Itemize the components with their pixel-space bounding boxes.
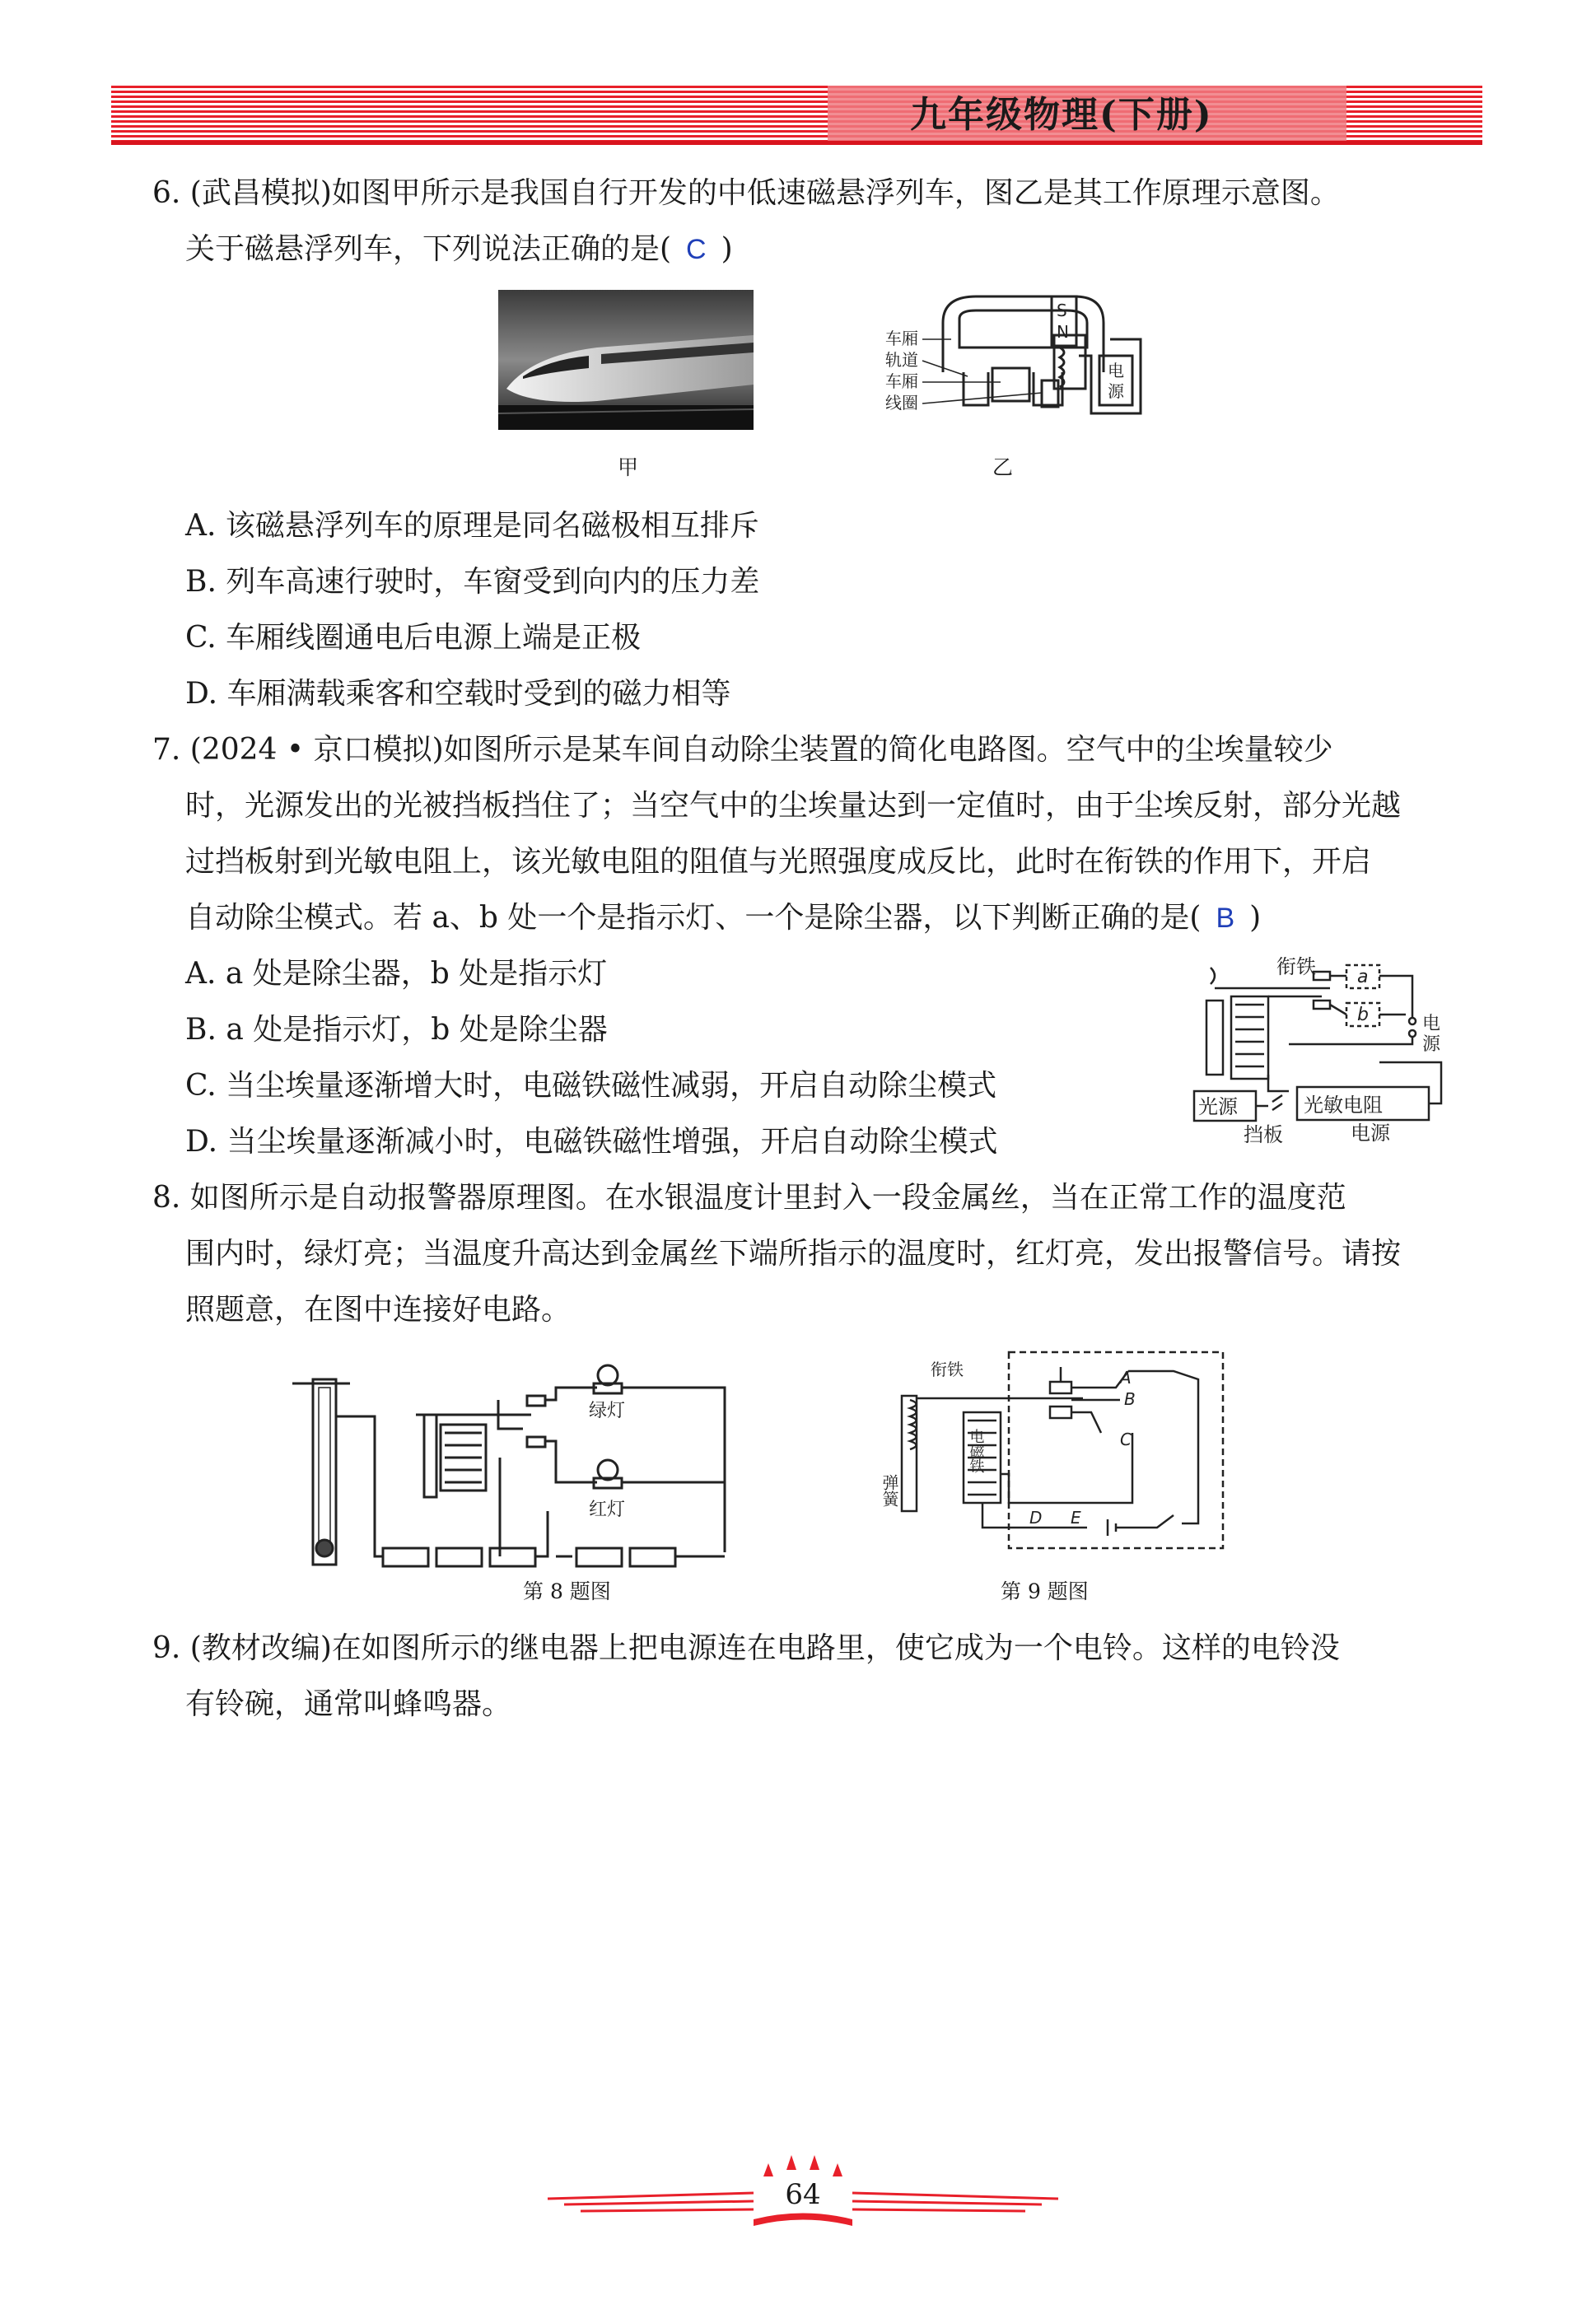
- q9-relay-figure: [880, 1351, 1231, 1552]
- q7-label-power-1: 电: [1422, 1014, 1441, 1034]
- q6-line-2: [185, 231, 733, 268]
- q7-line-4-suffix: ): [1249, 901, 1262, 935]
- q6-label-track: 轨道: [885, 350, 918, 370]
- q9-line-1: 9. (教材改编)在如图所示的继电器上把电源连在电路里，使它成为一个电铃。这样的电铃没: [152, 1631, 1340, 1665]
- q9-label-spring: 弹簧: [880, 1474, 899, 1507]
- q7-option-c: C. 当尘埃量逐渐增大时，电磁铁磁性减弱，开启自动除尘模式: [185, 1069, 997, 1103]
- q7-label-a: a: [1357, 967, 1369, 987]
- q9-label-c: C: [1120, 1430, 1132, 1449]
- q6-fig-b-caption: 乙: [992, 455, 1014, 479]
- q8-line-1: 8. 如图所示是自动报警器原理图。在水银温度计里封入一段金属丝，当在正常工作的温度范: [152, 1181, 1346, 1215]
- q9-label-e: E: [1071, 1508, 1081, 1528]
- q6-label-power-2: 源: [1108, 381, 1124, 401]
- q6-label-carriage-2: 车厢: [885, 371, 918, 391]
- q7-label-power-2: 源: [1422, 1034, 1441, 1055]
- q7-label-armature: 衔铁: [1276, 955, 1316, 978]
- q7-circuit-figure: [1190, 955, 1470, 1145]
- q7-line-4-prefix: 自动除尘模式。若 a、b 处一个是指示灯、一个是除尘器，以下判断正确的是(: [185, 901, 1202, 935]
- q9-label-armature: 衔铁: [931, 1360, 964, 1379]
- q6-line-1: 6. (武昌模拟)如图甲所示是我国自行开发的中低速磁悬浮列车，图乙是其工作原理示意图。: [152, 176, 1340, 210]
- q9-line-2: 有铃碗，通常叫蜂鸣器。: [185, 1687, 512, 1721]
- q8-line-2: 围内时，绿灯亮；当温度升高达到金属丝下端所指示的温度时，红灯亮，发出报警信号。请按: [185, 1237, 1402, 1271]
- q6-fig-a-caption: 甲: [618, 455, 639, 479]
- q6-label-power-1: 电: [1108, 361, 1124, 380]
- q7-label-power: 电源: [1351, 1122, 1390, 1145]
- q6-line-2-prefix: 关于磁悬浮列车，下列说法正确的是(: [185, 232, 672, 266]
- q6-option-a: A. 该磁悬浮列车的原理是同名磁极相互排斥: [185, 509, 759, 543]
- q7-label-light-source: 光源: [1198, 1095, 1238, 1118]
- q7-label-photoresistor: 光敏电阻: [1304, 1094, 1383, 1117]
- q7-answer: B: [1216, 903, 1235, 934]
- q8-label-green-light: 绿灯: [589, 1401, 626, 1421]
- header-banner: [111, 86, 1482, 145]
- q8-figure-caption: 第 8 题图: [523, 1579, 611, 1603]
- q7-line-4: [185, 900, 1261, 936]
- q8-alarm-circuit-figure: [284, 1351, 745, 1573]
- page-number: 64: [785, 2178, 821, 2211]
- q8-line-3: 照题意，在图中连接好电路。: [185, 1293, 572, 1327]
- q6-label-n: N: [1057, 322, 1069, 342]
- q6-line-2-suffix: ): [721, 232, 733, 266]
- q7-option-a: A. a 处是除尘器，b 处是指示灯: [185, 957, 608, 991]
- header-stripes: [111, 86, 1482, 145]
- q7-line-1: 7. (2024 • 京口模拟)如图所示是某车间自动除尘装置的简化电路图。空气中的尘埃量较少: [152, 733, 1333, 767]
- q6-option-c: C. 车厢线圈通电后电源上端是正极: [185, 621, 642, 655]
- q7-option-b: B. a 处是指示灯，b 处是除尘器: [185, 1013, 608, 1047]
- q6-figure-train-photo: [498, 290, 754, 430]
- page-footer: [548, 2153, 1058, 2232]
- q7-option-d: D. 当尘埃量逐渐减小时，电磁铁磁性增强，开启自动除尘模式: [185, 1125, 998, 1159]
- q9-figure-caption: 第 9 题图: [1001, 1579, 1089, 1603]
- q9-label-d: D: [1029, 1508, 1043, 1528]
- q7-label-b: b: [1357, 1005, 1369, 1025]
- q6-figure-principle-diagram: [877, 290, 1141, 434]
- q7-line-3: 过挡板射到光敏电阻上，该光敏电阻的阻值与光照强度成反比，此时在衔铁的作用下，开启: [185, 845, 1372, 879]
- q6-label-carriage-1: 车厢: [885, 329, 918, 348]
- q7-label-baffle: 挡板: [1244, 1123, 1283, 1146]
- q6-option-d: D. 车厢满载乘客和空载时受到的磁力相等: [185, 677, 731, 711]
- q6-label-s: S: [1057, 301, 1067, 320]
- q9-label-b: B: [1124, 1389, 1136, 1409]
- q6-option-b: B. 列车高速行驶时，车窗受到向内的压力差: [185, 565, 760, 599]
- q9-label-a: A: [1120, 1368, 1132, 1388]
- q8-label-red-light: 红灯: [589, 1500, 626, 1520]
- q7-line-2: 时，光源发出的光被挡板挡住了；当空气中的尘埃量达到一定值时，由于尘埃反射，部分光越: [185, 789, 1402, 823]
- q9-label-magnet: 电磁铁: [967, 1429, 985, 1473]
- book-title: 九年级物理(下册): [910, 94, 1213, 136]
- q6-answer: C: [686, 234, 707, 265]
- q6-label-coil: 线圈: [885, 393, 918, 413]
